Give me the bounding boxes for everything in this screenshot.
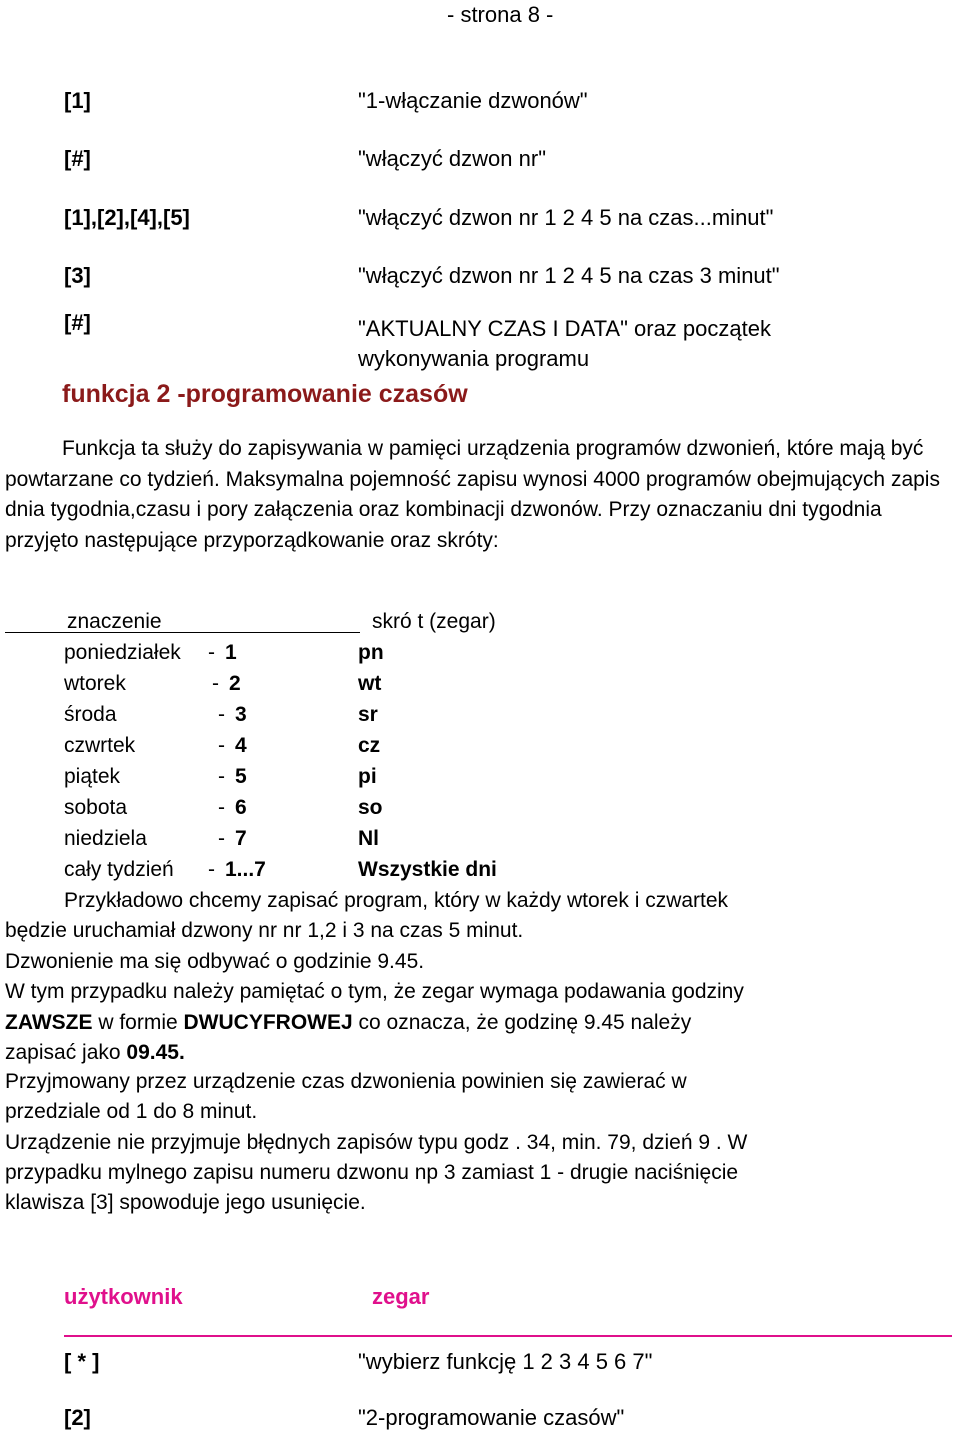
example-line: Urządzenie nie przyjmuje błędnych zapisów typu godz . 34, min. 79, dzień 9 . W <box>5 1131 748 1154</box>
key-label: [#] <box>64 146 91 171</box>
day-name: środa <box>64 703 117 726</box>
display-text: "1-włączanie dzwonów" <box>358 88 588 113</box>
day-dash: - <box>208 858 215 881</box>
column-header-user: użytkownik <box>64 1284 183 1309</box>
display-text: "włączyć dzwon nr 1 2 4 5 na czas...minut" <box>358 205 774 230</box>
emphasis: DWUCYFROWEJ <box>183 1011 353 1034</box>
display-text: "2-programowanie czasów" <box>358 1405 625 1430</box>
day-number: 6 <box>235 796 247 819</box>
example-line: W tym przypadku należy pamiętać o tym, że zegar wymaga podawania godziny <box>5 980 744 1003</box>
table-header-abbr: skró t (zegar) <box>372 610 496 633</box>
display-text: "włączyć dzwon nr 1 2 4 5 na czas 3 minut" <box>358 263 780 288</box>
text: co oznacza, że godzinę 9.45 należy <box>352 1011 692 1034</box>
day-number: 1...7 <box>225 858 266 881</box>
section-title: funkcja 2 -programowanie czasów <box>62 380 468 408</box>
example-line: Przykładowo chcemy zapisać program, który w każdy wtorek i czwartek <box>64 889 729 912</box>
column-header-clock: zegar <box>372 1284 430 1309</box>
header-divider <box>64 1335 952 1337</box>
example-line: klawisza [3] spowoduje jego usunięcie. <box>5 1191 366 1214</box>
day-abbr: Nl <box>358 827 379 850</box>
day-name: wtorek <box>64 672 126 695</box>
example-line <box>5 1037 185 1068</box>
day-abbr: cz <box>358 734 381 757</box>
display-text: "włączyć dzwon nr" <box>358 146 547 171</box>
day-name: sobota <box>64 796 128 819</box>
text: zapisać jako <box>5 1041 127 1064</box>
key-label: [#] <box>64 310 91 335</box>
day-dash: - <box>208 641 215 664</box>
intro-paragraph: Funkcja ta służy do zapisywania w pamięci urządzenia programów dzwonień, które mają być powtarzane co tydzień. Maksymalna pojemność zapisu wynosi 4000 programów obejmujących zapis dnia tygodnia,czasu i pory załączenia oraz kombinacji dzwonów. Przy oznaczaniu dni tygodnia przyjęto następujące przyporządkowanie oraz skróty: <box>5 437 940 552</box>
example-line: będzie uruchamiał dzwony nr nr 1,2 i 3 na czas 5 minut. <box>5 919 524 942</box>
example-line <box>5 1007 691 1038</box>
day-dash: - <box>218 827 225 850</box>
example-line: Dzwonienie ma się odbywać o godzinie 9.45. <box>5 950 425 973</box>
example-line: przypadku mylnego zapisu numeru dzwonu np 3 zamiast 1 - drugie naciśnięcie <box>5 1161 739 1184</box>
day-abbr: Wszystkie dni <box>358 858 497 881</box>
emphasis: 09.45. <box>126 1041 185 1064</box>
display-text: wykonywania programu <box>358 346 590 371</box>
day-abbr: so <box>358 796 383 819</box>
day-abbr: sr <box>358 703 378 726</box>
key-label: [1] <box>64 88 91 113</box>
page-number: - strona 8 - <box>447 2 554 27</box>
day-abbr: wt <box>358 672 382 695</box>
emphasis: ZAWSZE <box>5 1011 93 1034</box>
day-number: 4 <box>235 734 247 757</box>
table-header-meaning: znaczenie <box>67 610 162 633</box>
day-name: poniedziałek <box>64 641 181 664</box>
day-abbr: pn <box>358 641 384 664</box>
day-number: 7 <box>235 827 247 850</box>
day-name: piątek <box>64 765 121 788</box>
day-dash: - <box>218 703 225 726</box>
day-number: 2 <box>229 672 241 695</box>
key-label: [ * ] <box>64 1349 100 1374</box>
key-label: [1],[2],[4],[5] <box>64 205 190 230</box>
day-dash: - <box>212 672 219 695</box>
day-number: 3 <box>235 703 247 726</box>
day-abbr: pi <box>358 765 377 788</box>
day-dash: - <box>218 734 225 757</box>
example-line: przedziale od 1 do 8 minut. <box>5 1100 258 1123</box>
key-label: [3] <box>64 263 91 288</box>
day-dash: - <box>218 796 225 819</box>
key-label: [2] <box>64 1405 91 1430</box>
example-line: Przyjmowany przez urządzenie czas dzwonienia powinien się zawierać w <box>5 1070 687 1093</box>
day-name: niedziela <box>64 827 147 850</box>
day-name: czwrtek <box>64 734 136 757</box>
day-name: cały tydzień <box>64 858 174 881</box>
day-dash: - <box>218 765 225 788</box>
display-text: "wybierz funkcję 1 2 3 4 5 6 7" <box>358 1349 653 1374</box>
day-number: 1 <box>225 641 237 664</box>
display-text: "AKTUALNY CZAS I DATA" oraz początek <box>358 316 771 341</box>
table-header-underline <box>5 632 360 633</box>
text: w formie <box>92 1011 184 1034</box>
day-number: 5 <box>235 765 247 788</box>
